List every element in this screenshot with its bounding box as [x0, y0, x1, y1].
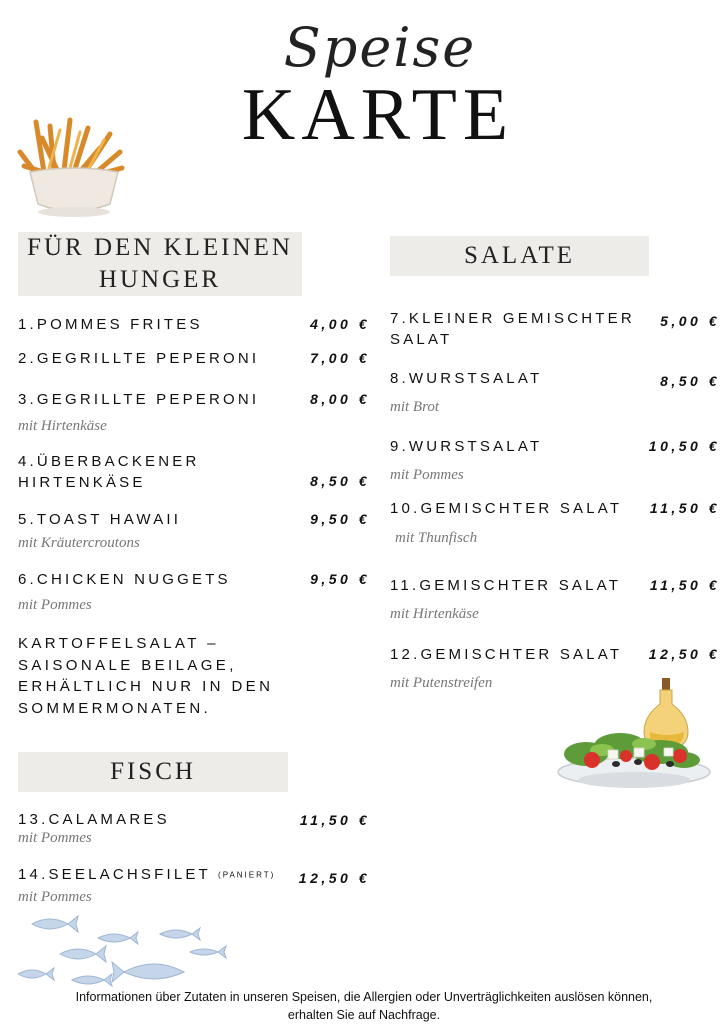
note-line: SAISONALE BEILAGE,	[18, 656, 237, 674]
menu-item-price: 8,50 €	[310, 473, 370, 489]
menu-item-description: mit Pommes	[18, 597, 92, 613]
salad-plate-illustration	[556, 676, 714, 796]
footer-line: erhalten Sie auf Nachfrage.	[287, 1008, 441, 1022]
menu-item-name-row	[18, 864, 275, 886]
menu-item-price: 8,50 €	[660, 373, 720, 389]
menu-item-name: 14.SEELACHSFILET	[18, 866, 211, 883]
section-title-line1: FÜR DEN KLEINEN	[27, 234, 293, 261]
title-script-speise: Speise	[283, 16, 477, 79]
menu-item-description: mit Pommes	[390, 467, 464, 483]
menu-item-price: 5,00 €	[660, 313, 720, 329]
menu-item-price: 7,00 €	[310, 350, 370, 366]
menu-item-name: 8.WURSTSALAT	[390, 370, 543, 387]
menu-item-name: 7.KLEINER GEMISCHTER	[390, 310, 635, 327]
menu-item-price: 9,50 €	[310, 571, 370, 587]
menu-item-description: mit Putenstreifen	[390, 675, 493, 691]
menu-item-price: 8,00 €	[310, 391, 370, 407]
menu-item-price: 11,50 €	[649, 577, 720, 593]
footer-line: Informationen über Zutaten in unseren Speisen, die Allergien oder Unverträglichkeiten auslösen können,	[75, 990, 653, 1004]
note-line: ERHÄLTLICH NUR IN DEN	[18, 678, 274, 695]
menu-item-price: 12,50 €	[648, 646, 720, 662]
menu-item-name: 1.POMMES FRITES	[18, 316, 203, 333]
menu-item-name: 5.TOAST HAWAII	[18, 511, 182, 528]
menu-item-description: mit Hirtenkäse	[18, 418, 107, 434]
menu-item-name: 9.WURSTSALAT	[390, 438, 543, 455]
menu-item-name: 3.GEGRILLTE PEPERONI	[18, 391, 260, 408]
note-line: SOMMERMONATEN.	[18, 699, 212, 717]
menu-item-name: HIRTENKÄSE	[18, 474, 146, 491]
menu-item-description: mit Pommes	[18, 889, 92, 905]
menu-item-name: SALAT	[390, 331, 453, 348]
menu-item-price: 12,50 €	[298, 870, 370, 886]
menu-item-name: 6.CHICKEN NUGGETS	[18, 571, 231, 588]
menu-item-description: mit Pommes	[18, 830, 92, 846]
section-title-line2: HUNGER	[98, 266, 222, 293]
menu-item-name: 12.GEMISCHTER SALAT	[390, 646, 623, 663]
menu-item-price: 11,50 €	[649, 500, 720, 516]
allergen-info-footer	[0, 988, 728, 1024]
fish-school-illustration	[14, 910, 234, 988]
menu-item-price: 11,50 €	[299, 812, 370, 828]
menu-item-description: mit Brot	[390, 399, 440, 415]
title-karte: KARTE	[241, 74, 515, 156]
section-header-small-hunger	[18, 232, 302, 296]
menu-item-name: 11.GEMISCHTER SALAT	[390, 577, 622, 594]
menu-item-price: 4,00 €	[310, 316, 370, 332]
note-line: KARTOFFELSALAT –	[18, 635, 219, 652]
menu-item-name: 2.GEGRILLTE PEPERONI	[18, 350, 260, 367]
menu-item-name: 13.CALAMARES	[18, 811, 170, 828]
section-header-fish: FISCH	[18, 752, 288, 792]
section-header-salads: SALATE	[390, 236, 649, 276]
menu-item-tag: (PANIERT)	[218, 870, 276, 880]
menu-item-description: mit Thunfisch	[395, 530, 478, 546]
menu-item-price: 9,50 €	[310, 511, 370, 527]
menu-item-name: 4.ÜBERBACKENER	[18, 453, 200, 470]
menu-item-description: mit Hirtenkäse	[390, 606, 479, 622]
fries-bowl-illustration	[14, 112, 130, 220]
menu-item-name: 10.GEMISCHTER SALAT	[390, 500, 623, 517]
menu-item-description: mit Kräutercroutons	[18, 535, 140, 551]
menu-item-price: 10,50 €	[648, 438, 720, 454]
side-dish-note	[18, 633, 273, 719]
